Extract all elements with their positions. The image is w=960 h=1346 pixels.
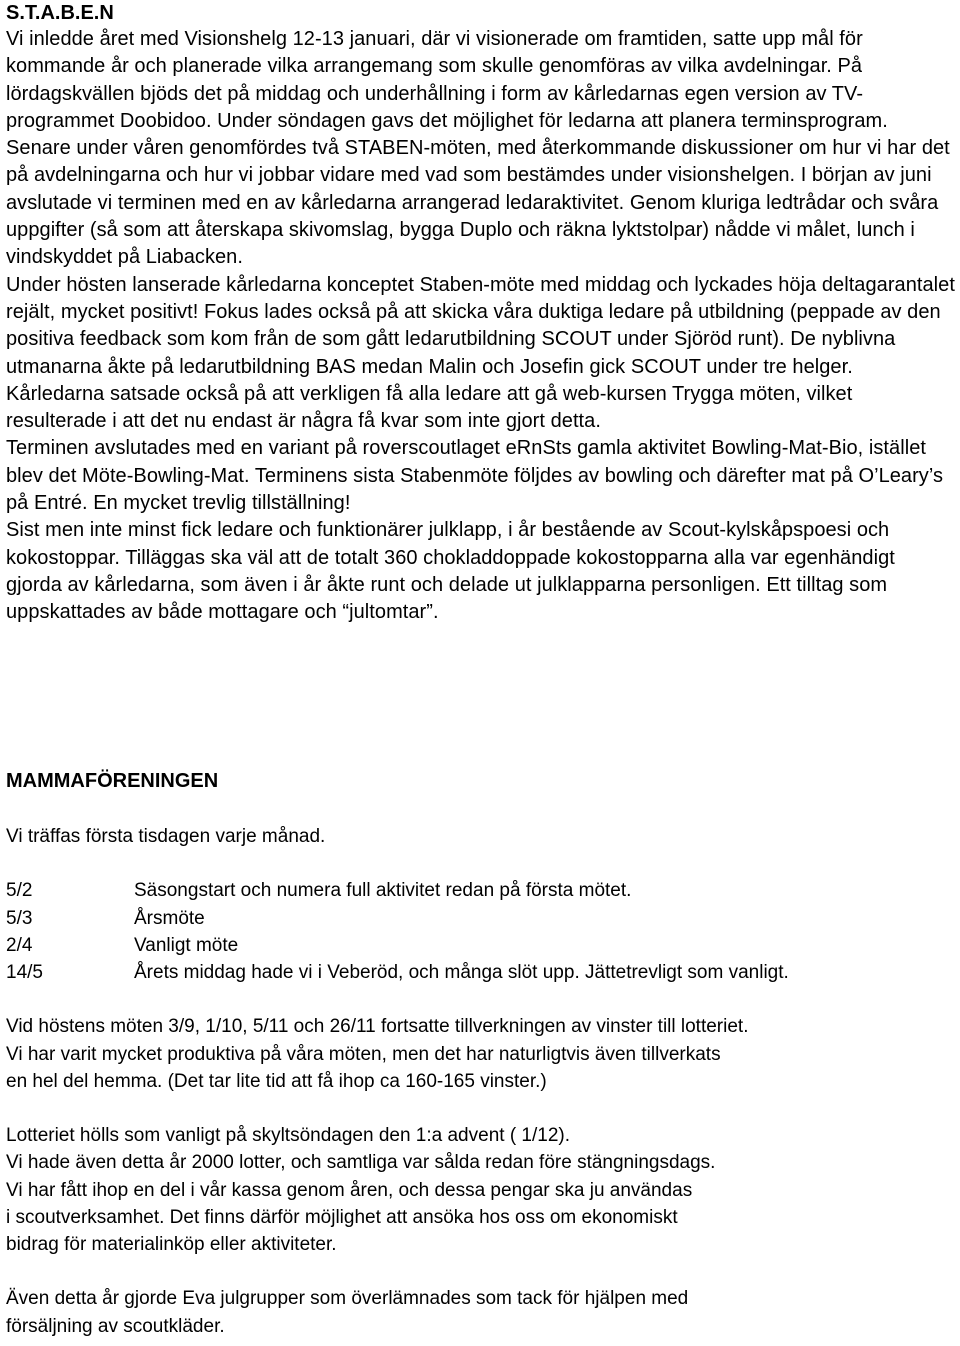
lottery-line: bidrag för materialinköp eller aktiviteter. [6, 1234, 337, 1255]
autumn-line: Vid höstens möten 3/9, 1/10, 5/11 och 26/11 fortsatte tillverkningen av vinster till lotteriet. [6, 1016, 749, 1038]
staben-paragraph: Terminen avslutades med en variant på roverscoutlaget eRnSts gamla aktivitet Bowling-Mat-Bio, istället blev det Möte-Bowling-Mat. Terminens sista Stabenmöte följdes av bowling och därefter mat på O’Leary’s på Entré. En mycket trevlig tillställning! [6, 437, 944, 515]
schedule-date: 2/4 [6, 934, 33, 956]
closing-line: Även detta år gjorde Eva julgrupper som överlämnades som tack för hjälpen med [6, 1288, 689, 1310]
autumn-line: en hel del hemma. (Det tar lite tid att få ihop ca 160-165 vinster.) [6, 1070, 547, 1092]
schedule-row [6, 959, 956, 986]
staben-paragraph: Sist men inte minst fick ledare och funktionärer julklapp, i år bestående av Scout-kylskåpspoesi och kokostoppar. Tilläggas ska väl att de totalt 360 chokladdoppade kokostopparna alla var egenhändigt gjorda av kårledarna, som även i år åkte runt och delade ut julklapparna personligen. Ett tilltag som uppskattades av både mottagare och “jultomtar”. [6, 519, 895, 624]
meeting-schedule [6, 877, 956, 986]
lottery-line: Lotteriet hölls som vanligt på skyltsöndagen den 1:a advent ( 1/12). [6, 1125, 571, 1147]
staben-title: S.T.A.B.E.N [6, 2, 114, 24]
schedule-text: Årets middag hade vi i Veberöd, och många slöt upp. Jättetrevligt som vanligt. [134, 962, 789, 983]
schedule-date: 5/3 [6, 907, 33, 929]
mammaforeningen-heading: MAMMAFÖRENINGEN [6, 770, 219, 792]
schedule-row [6, 877, 956, 904]
schedule-row [6, 905, 956, 932]
staben-paragraph: Under hösten lanserade kårledarna konceptet Staben-möte med middag och lyckades höja deltagarantalet rejält, mycket positivt! Fokus lades också på att skicka våra duktiga ledare på utbildning (peppade av den positiva feedback som kom från de som gått ledarutbildning SCOUT under Sjöröd runt). De nyblivna utmanarna åkte på ledarutbildning BAS medan Malin och Josefin gick SCOUT under tre helger. Kårledarna satsade också på att verkligen få alla ledare att gå web-kursen Trygga möten, vilket resulterade i att det nu endast är några få kvar som inte gjort detta. [6, 273, 955, 433]
mammaforeningen-intro: Vi träffas första tisdagen varje månad. [6, 826, 326, 847]
closing-line: försäljning av scoutkläder. [6, 1315, 225, 1337]
lottery-line: Vi har fått ihop en del i vår kassa genom åren, och dessa pengar ska ju användas [6, 1179, 693, 1201]
schedule-row [6, 932, 956, 959]
schedule-text: Vanligt möte [134, 934, 239, 956]
lottery-line: Vi hade även detta år 2000 lotter, och samtliga var sålda redan före stängningsdags. [6, 1152, 716, 1174]
schedule-date: 14/5 [6, 962, 43, 983]
staben-body [6, 26, 956, 627]
schedule-date: 5/2 [6, 880, 33, 902]
autumn-line: Vi har varit mycket produktiva på våra möten, men det har naturligtvis även tillverkats [6, 1043, 721, 1065]
document-page [6, 0, 956, 1337]
schedule-text: Säsongstart och numera full aktivitet redan på första mötet. [134, 880, 632, 902]
staben-paragraph: Vi inledde året med Visionshelg 12-13 januari, där vi visionerade om framtiden, satte upp mål för kommande år och planerade vilka arrangemang som skulle genomföras av vilka avdelningar. På lördagskvällen bjöds det på middag och underhållning i form av kårledarnas egen version av TV-programmet Doobidoo. Under söndagen gavs det möjlighet för ledarna att planera terminsprogram. Senare under våren genomfördes två STABEN-möten, med återkommande diskussioner om hur vi har det på avdelningarna och hur vi jobbar vidare med vad som bestämdes under visionshelgen. I början av juni avslutade vi terminen med en av kårledarna arrangerad ledaraktivitet. Genom kluriga ledtrådar och svåra uppgifter (så som att återskapa skivomslag, bygga Duplo och räkna lyktstolpar) nådde vi målet, lunch i vindskyddet på Liabacken. [6, 28, 950, 269]
mammaforeningen-section [6, 823, 956, 1340]
lottery-line: i scoutverksamhet. Det finns därför möjlighet att ansöka hos oss om ekonomiskt [6, 1206, 678, 1228]
schedule-text: Årsmöte [134, 907, 205, 929]
